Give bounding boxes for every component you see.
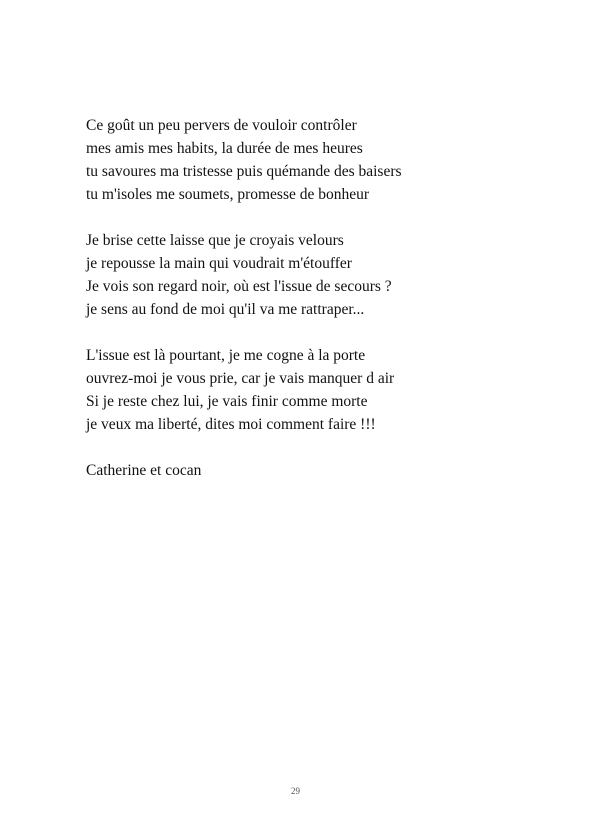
poem-signature: Catherine et cocan [86, 462, 202, 479]
poem-line: mes amis mes habits, la durée de mes heures [86, 140, 363, 157]
poem-line: Je brise cette laisse que je croyais velours [86, 232, 344, 249]
poem-line: ouvrez-moi je vous prie, car je vais manquer d air [86, 370, 395, 387]
poem-line: Si je reste chez lui, je vais finir comme morte [86, 393, 368, 410]
poem-line: L'issue est là pourtant, je me cogne à la porte [86, 347, 366, 364]
stanza-2 [86, 229, 526, 321]
stanza-3 [86, 344, 526, 436]
poem [86, 114, 526, 482]
poem-line: Ce goût un peu pervers de vouloir contrôler [86, 117, 357, 134]
stanza-1 [86, 114, 526, 206]
poem-line: je repousse la main qui voudrait m'étouffer [86, 255, 352, 272]
poem-line: tu savoures ma tristesse puis quémande des baisers [86, 163, 402, 180]
poem-line: je veux ma liberté, dites moi comment faire !!! [86, 416, 376, 433]
poem-line: tu m'isoles me soumets, promesse de bonheur [86, 186, 370, 203]
poem-line: je sens au fond de moi qu'il va me rattraper... [86, 301, 365, 318]
page-number: 29 [291, 786, 300, 796]
poem-line: Je vois son regard noir, où est l'issue de secours ? [86, 278, 392, 295]
